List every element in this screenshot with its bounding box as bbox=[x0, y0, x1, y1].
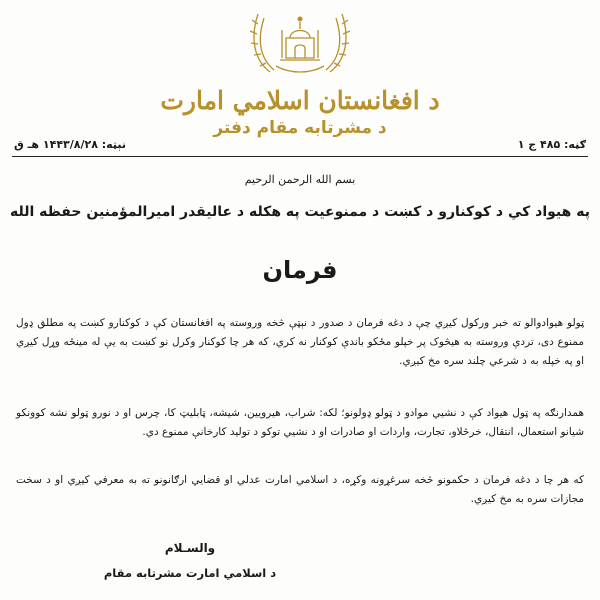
paragraph-1: ټولو هیوادوالو ته خبر ورکول کیږي چې د دغه فرمان د صدور د نېټې څخه وروسته په افغانستان کې د کوکنارو کښت په مطلق ډول ممنوع دی، تردې وروسته به هیڅوک پر خپلو مځکو باندې کوکنار نه کري، که هر چا کوکنار وکرل نو کښت به یې له مینځه وړل کیږي او په خپله به د شرعي چلند سره مخ کیږي. bbox=[16, 317, 584, 367]
closing-salutation: والسـلام bbox=[164, 541, 216, 555]
office-subtitle: د مشرتابه مقام دفتر bbox=[213, 118, 387, 138]
bismillah: بسم الله الرحمن الرحیم bbox=[244, 173, 356, 186]
decree-subject: په هیواد کي د کوکنارو د کښت د ممنوعیت په هکله د عالیقدر امیرالمؤمنین حفظه الله bbox=[10, 204, 590, 220]
paragraph-3: که هر چا د دغه فرمان د حکمونو څخه سرغړونه وکړه، د اسلامي امارت عدلي او قضايي ارګانونو ته به معرفي کیږي او د سخت مجازات سره به مخ کیږي. bbox=[16, 474, 584, 505]
emirate-title: د افغانستان اسلامي امارت bbox=[160, 86, 440, 115]
document-number: ګڼه: ۴۸۵ ج ۱ bbox=[517, 138, 586, 151]
signature-block: د اسلامي امارت مشرتابه مقام bbox=[103, 566, 277, 580]
document-date: نېټه: ۱۴۴۳/۸/۲۸ هـ ق bbox=[14, 138, 126, 151]
emirate-emblem-icon bbox=[240, 0, 360, 80]
paragraph-2: همدارنګه په ټول هیواد کې د نشيي موادو د ټولو ډولونو؛ لکه: شراب، هیرویین، شیشه، ټابلیټ کا، چرس او د نورو ټولو نشه کوونکو شیانو استعمال، انتقال، خرڅلاو، تجارت، واردات او صادرات او د نشيي توکو د تولید کارخانې ممنوع دي. bbox=[16, 407, 584, 438]
decree-title: فرمان bbox=[262, 256, 338, 284]
header-divider bbox=[12, 156, 588, 157]
